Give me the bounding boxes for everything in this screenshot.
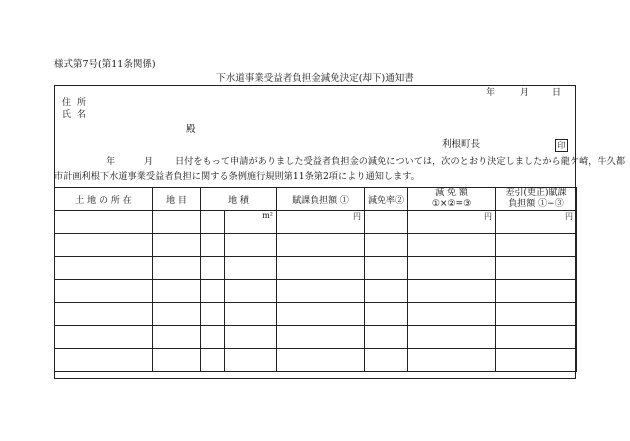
table-row [55, 280, 577, 303]
cell-category[interactable] [153, 349, 201, 372]
cell-location[interactable] [55, 211, 153, 234]
col-charge-header: 賦課負担額 ① [277, 188, 365, 211]
cell-rate[interactable] [365, 326, 408, 349]
address-label: 住所 [62, 98, 93, 108]
cell-difference[interactable] [496, 326, 577, 349]
seal-icon: 印 [555, 139, 568, 152]
cell-reduction[interactable] [408, 280, 496, 303]
body-month-label: 月 [144, 156, 154, 167]
cell-area-unit[interactable] [225, 234, 277, 257]
cell-category[interactable] [153, 326, 201, 349]
col-reduction-title: 減 免 額 [435, 188, 468, 198]
cell-area-int[interactable] [201, 280, 225, 303]
date-year-label: 年 [486, 88, 496, 98]
cell-rate[interactable] [365, 211, 408, 234]
cell-category[interactable] [153, 211, 201, 234]
table-row [55, 349, 577, 372]
cell-area-int[interactable] [201, 211, 225, 234]
table-header-row [55, 188, 577, 211]
cell-area-unit[interactable] [225, 280, 277, 303]
honorific-label: 殿 [186, 124, 196, 135]
cell-difference[interactable] [496, 303, 577, 326]
cell-charge[interactable] [277, 326, 365, 349]
cell-area-unit[interactable] [225, 257, 277, 280]
cell-charge[interactable] [277, 280, 365, 303]
cell-category[interactable] [153, 234, 201, 257]
table-row [55, 303, 577, 326]
cell-location[interactable] [55, 303, 153, 326]
cell-charge[interactable]: 円 [277, 211, 365, 234]
cell-area-unit[interactable] [225, 303, 277, 326]
col-reduction-header [408, 188, 496, 211]
cell-location[interactable] [55, 349, 153, 372]
cell-location[interactable] [55, 280, 153, 303]
cell-reduction[interactable]: 円 [408, 211, 496, 234]
cell-area-unit[interactable] [225, 326, 277, 349]
cell-reduction[interactable] [408, 257, 496, 280]
document-title: 下水道事業受益者負担金減免決定(却下)通知書 [216, 73, 414, 84]
cell-charge[interactable] [277, 234, 365, 257]
col-difference-formula: 負担額 ①−③ [508, 199, 564, 209]
cell-reduction[interactable] [408, 326, 496, 349]
cell-rate[interactable] [365, 280, 408, 303]
notice-body-line-2: 市計画利根下水道事業受益者負担に関する条例施行規則第11条第2項により通知します。 [54, 171, 420, 182]
table-row [55, 211, 577, 234]
cell-location[interactable] [55, 234, 153, 257]
cell-difference[interactable] [496, 349, 577, 372]
cell-category[interactable] [153, 257, 201, 280]
cell-category[interactable] [153, 303, 201, 326]
cell-area-int[interactable] [201, 257, 225, 280]
cell-reduction[interactable] [408, 234, 496, 257]
date-day-label: 日 [552, 88, 562, 98]
col-difference-title: 差引(更正)賦課 [505, 188, 567, 198]
mayor-label: 利根町長 [442, 139, 481, 150]
cell-reduction[interactable] [408, 303, 496, 326]
body-text-line-1: 日付をもって申請がありました受益者負担金の減免については，次のとおり決定しましたから龍ケ崎，牛久都 [175, 156, 626, 167]
date-month-label: 月 [520, 88, 530, 98]
col-area-header: 地 積 [201, 188, 277, 211]
cell-difference[interactable] [496, 280, 577, 303]
cell-difference[interactable] [496, 234, 577, 257]
cell-rate[interactable] [365, 303, 408, 326]
cell-area-int[interactable] [201, 349, 225, 372]
cell-difference[interactable] [496, 257, 577, 280]
form-number: 様式第7号(第11条関係) [54, 59, 156, 70]
table-body [55, 211, 577, 372]
cell-area-int[interactable] [201, 326, 225, 349]
name-label: 氏名 [62, 110, 93, 120]
col-rate-header: 減免率② [365, 188, 408, 211]
col-reduction-formula: ①×②=③ [431, 199, 472, 209]
cell-location[interactable] [55, 257, 153, 280]
cell-area-int[interactable] [201, 303, 225, 326]
cell-rate[interactable] [365, 349, 408, 372]
table-row [55, 234, 577, 257]
cell-charge[interactable] [277, 303, 365, 326]
col-location-header: 土 地 の 所 在 [55, 188, 153, 211]
cell-charge[interactable] [277, 349, 365, 372]
cell-rate[interactable] [365, 257, 408, 280]
col-difference-header [496, 188, 577, 211]
cell-location[interactable] [55, 326, 153, 349]
land-assessment-table [54, 187, 577, 372]
cell-area-unit[interactable]: m² [225, 211, 277, 234]
cell-category[interactable] [153, 280, 201, 303]
cell-rate[interactable] [365, 234, 408, 257]
cell-charge[interactable] [277, 257, 365, 280]
cell-difference[interactable]: 円 [496, 211, 577, 234]
col-category-header: 地 目 [153, 188, 201, 211]
cell-area-unit[interactable] [225, 349, 277, 372]
body-year-label: 年 [106, 156, 116, 167]
cell-reduction[interactable] [408, 349, 496, 372]
cell-area-int[interactable] [201, 234, 225, 257]
table-row [55, 257, 577, 280]
table-row [55, 326, 577, 349]
